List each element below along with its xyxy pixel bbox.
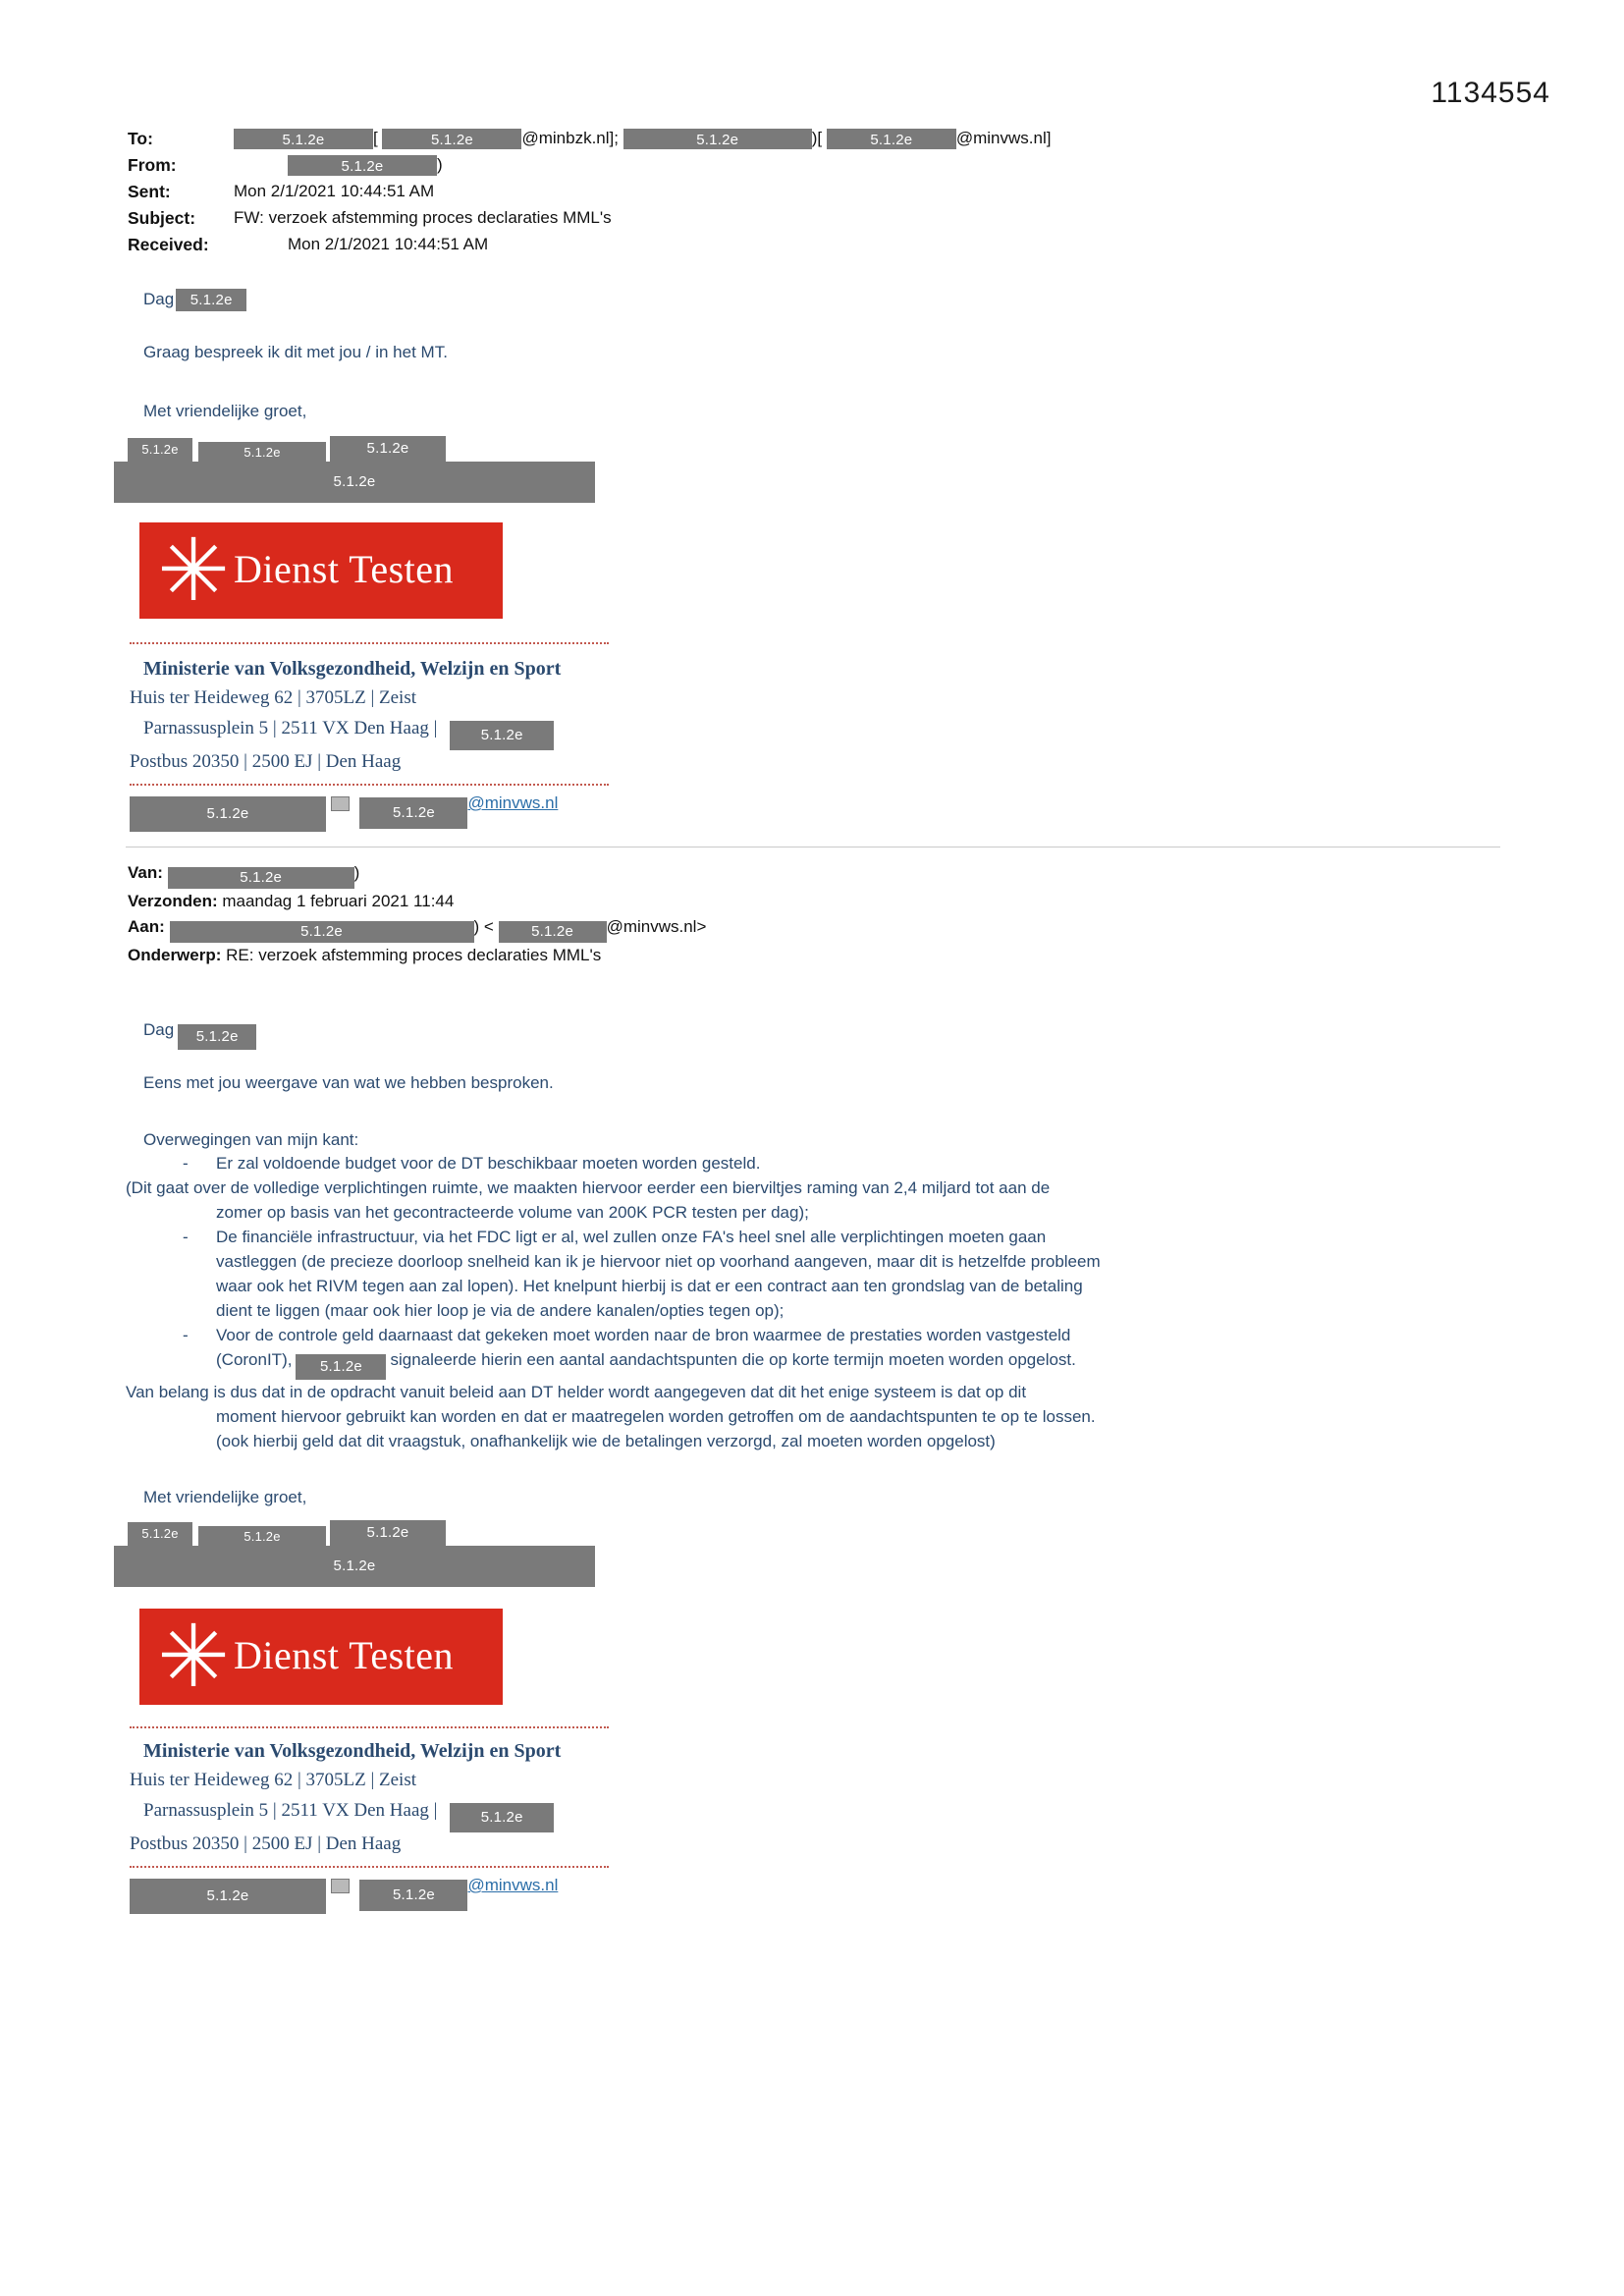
redaction-box: 5.1.2e	[130, 796, 326, 832]
address-line-3: Postbus 20350 | 2500 EJ | Den Haag	[130, 751, 402, 772]
quoted-row-aan	[128, 914, 1306, 943]
quoted-row-onderwerp	[128, 943, 1306, 968]
redaction-box: 5.1.2e	[168, 867, 354, 889]
header-row-subject	[128, 205, 1306, 231]
header-row-to	[128, 126, 1306, 151]
redaction-box: 5.1.2e	[170, 921, 474, 943]
email-header	[128, 126, 1306, 258]
header-row-received	[128, 232, 1306, 257]
received-value-text: Mon 2/1/2021 10:44:51 AM	[288, 235, 489, 253]
envelope-icon	[331, 1879, 350, 1893]
bullet-item-3	[183, 1323, 1498, 1347]
quoted-aan-domain: @minvws.nl>	[606, 917, 707, 936]
address-line-2	[143, 718, 554, 750]
quoted-value-verzonden: maandag 1 februari 2021 11:44	[222, 892, 455, 910]
divider-dotted	[130, 1866, 609, 1868]
header-value-subject: FW: verzoek afstemming proces declaraties MML's	[234, 208, 612, 227]
ministry-name: Ministerie van Volksgezondheid, Welzijn en Sport	[143, 1740, 562, 1762]
signature-contact-line	[130, 793, 558, 832]
bullet-3-line-2-pre: (CoronIT),	[216, 1350, 293, 1369]
quoted-aan-paren: ) <	[473, 917, 494, 936]
bullet-3-line-1: Voor de controle geld daarnaast dat gekeken moet worden naar de bron waarmee de prestaties worden vastgesteld	[216, 1326, 1071, 1344]
quoted-label-van: Van:	[128, 863, 163, 882]
message2-tail-line-3: (ook hierbij geld dat dit vraagstuk, onafhankelijk wie de betalingen verzorgd, zal moeten worden opgelost)	[216, 1432, 996, 1450]
redaction-box: 5.1.2e	[827, 129, 956, 149]
dienst-testen-logo	[139, 1606, 503, 1707]
ministry-name: Ministerie van Volksgezondheid, Welzijn en Sport	[143, 658, 562, 680]
bullet-dash: -	[183, 1228, 189, 1246]
message2-tail-line-1: Van belang is dus dat in de opdracht vanuit beleid aan DT helder wordt aangegeven dat dit het enige systeem is dat op dit	[126, 1383, 1027, 1401]
bullet-1-continuation-2: zomer op basis van het gecontracteerde volume van 200K PCR testen per dag);	[216, 1203, 809, 1222]
quoted-row-verzonden	[128, 889, 1306, 914]
header-row-from	[128, 152, 1306, 178]
quoted-label-onderwerp: Onderwerp:	[128, 946, 222, 964]
signature-1-redactions	[128, 438, 589, 507]
bullet-2-line-3: waar ook het RIVM tegen aan zal lopen). Het knelpunt hierbij is dat er een contract aan ten grondslag van de betaling	[216, 1277, 1083, 1295]
message2-bullets	[126, 1151, 1498, 1453]
redaction-box: 5.1.2e	[382, 129, 521, 149]
divider-dotted	[130, 784, 609, 786]
quoted-email-header	[128, 860, 1306, 968]
header-label-received: Received:	[128, 235, 209, 254]
logo-text: Dienst Testen	[234, 1633, 455, 1677]
to-bracket-open: [	[373, 129, 378, 147]
redaction-box: 5.1.2e	[623, 129, 812, 149]
address-line-2-text: Parnassusplein 5 | 2511 VX Den Haag |	[143, 718, 438, 738]
redaction-box: 5.1.2e	[128, 1522, 192, 1546]
address-line-2	[143, 1800, 554, 1832]
bullet-item-1	[183, 1151, 1498, 1175]
redaction-box: 5.1.2e	[130, 1879, 326, 1914]
quoted-value-onderwerp: RE: verzoek afstemming proces declaraties MML's	[226, 946, 602, 964]
to-paren-close: )[	[811, 129, 823, 147]
bullet-3-line-2-post: signaleerde hierin een aantal aandachtspunten die op korte termijn moeten worden opgelost.	[390, 1350, 1076, 1369]
envelope-icon	[331, 796, 350, 811]
redaction-box: 5.1.2e	[176, 289, 246, 311]
header-label-sent: Sent:	[128, 182, 171, 201]
signature-contact-line	[130, 1876, 558, 1914]
quoted-van-paren: )	[353, 863, 360, 882]
divider-dotted	[130, 642, 609, 644]
star-icon: ✳	[157, 519, 230, 621]
to-domain-2: @minvws.nl]	[955, 129, 1052, 147]
message2-line1: Eens met jou weergave van wat we hebben besproken.	[143, 1073, 554, 1092]
message1-closing: Met vriendelijke groet,	[143, 402, 307, 420]
to-domain-1: @minbzk.nl];	[521, 129, 619, 147]
redaction-box: 5.1.2e	[330, 1520, 446, 1546]
quoted-label-verzonden: Verzonden:	[128, 892, 218, 910]
bullet-2-line-4: dient te liggen (maar ook hier loop je via de andere kanalen/opties tegen op);	[216, 1301, 785, 1320]
quoted-label-aan: Aan:	[128, 917, 165, 936]
message1-greeting-row	[143, 287, 246, 311]
bullet-item-2	[183, 1225, 1498, 1249]
bullet-dash: -	[183, 1154, 189, 1173]
redaction-box: 5.1.2e	[450, 721, 554, 750]
address-line-3: Postbus 20350 | 2500 EJ | Den Haag	[130, 1833, 402, 1854]
signature-2-redactions	[128, 1522, 589, 1591]
header-row-sent	[128, 179, 1306, 204]
bullet-1-text: Er zal voldoende budget voor de DT beschikbaar moeten worden gesteld.	[216, 1154, 761, 1173]
redaction-box: 5.1.2e	[499, 921, 607, 943]
bullet-1-continuation-1: (Dit gaat over de volledige verplichtingen ruimte, we maakten hiervoor eerder een bierviltjes raming van 2,4 miljard tot aan de	[126, 1178, 1051, 1197]
message2-greeting-row	[143, 1017, 256, 1050]
header-label-from: From:	[128, 155, 177, 175]
redaction-box: 5.1.2e	[296, 1354, 386, 1380]
address-line-1: Huis ter Heideweg 62 | 3705LZ | Zeist	[130, 687, 417, 708]
message2-greeting: Dag	[143, 1020, 175, 1039]
redaction-box: 5.1.2e	[114, 462, 595, 503]
header-value-received	[234, 232, 488, 257]
bullet-3-line-2	[183, 1347, 1498, 1380]
from-paren: )	[437, 155, 443, 174]
address-line-1: Huis ter Heideweg 62 | 3705LZ | Zeist	[130, 1770, 417, 1790]
address-line-2-text: Parnassusplein 5 | 2511 VX Den Haag |	[143, 1800, 438, 1821]
redaction-box: 5.1.2e	[234, 129, 373, 149]
email-link[interactable]: @minvws.nl	[467, 793, 559, 812]
email-link[interactable]: @minvws.nl	[467, 1876, 559, 1894]
message2-tail-line-2: moment hiervoor gebruikt kan worden en dat er maatregelen worden getroffen om de aandachtspunten te op te lossen.	[216, 1407, 1096, 1426]
message1-greeting: Dag	[143, 290, 175, 308]
redaction-box: 5.1.2e	[450, 1803, 554, 1832]
message2-closing: Met vriendelijke groet,	[143, 1488, 307, 1506]
redaction-box: 5.1.2e	[178, 1024, 256, 1050]
quoted-row-van	[128, 860, 1306, 889]
document-number: 1134554	[1431, 77, 1550, 109]
redaction-box: 5.1.2e	[288, 155, 437, 176]
redaction-box: 5.1.2e	[359, 797, 467, 829]
star-icon: ✳	[157, 1606, 230, 1707]
divider-dotted	[130, 1726, 609, 1728]
bullet-2-line-2: vastleggen (de precieze doorloop snelheid kan ik je hiervoor niet op voorhand aangeven, maar dit is hetzelfde probleem	[216, 1252, 1101, 1271]
dienst-testen-logo	[139, 519, 503, 621]
redaction-box: 5.1.2e	[359, 1880, 467, 1911]
redaction-box: 5.1.2e	[114, 1546, 595, 1587]
redaction-box: 5.1.2e	[198, 442, 326, 464]
header-label-to: To:	[128, 129, 153, 148]
header-value-sent: Mon 2/1/2021 10:44:51 AM	[234, 182, 435, 200]
header-label-subject: Subject:	[128, 208, 196, 228]
redaction-box: 5.1.2e	[198, 1526, 326, 1548]
redaction-box: 5.1.2e	[330, 436, 446, 462]
message2-line2: Overwegingen van mijn kant:	[143, 1130, 359, 1149]
bullet-2-line-1: De financiële infrastructuur, via het FDC ligt er al, wel zullen onze FA's heel snel alle verplichtingen moeten gaan	[216, 1228, 1047, 1246]
logo-text: Dienst Testen	[234, 547, 455, 591]
redaction-box: 5.1.2e	[128, 438, 192, 462]
bullet-dash: -	[183, 1326, 189, 1344]
header-value-to	[234, 126, 1051, 151]
header-value-from	[234, 152, 443, 178]
message1-line1: Graag bespreek ik dit met jou / in het MT.	[143, 343, 448, 361]
